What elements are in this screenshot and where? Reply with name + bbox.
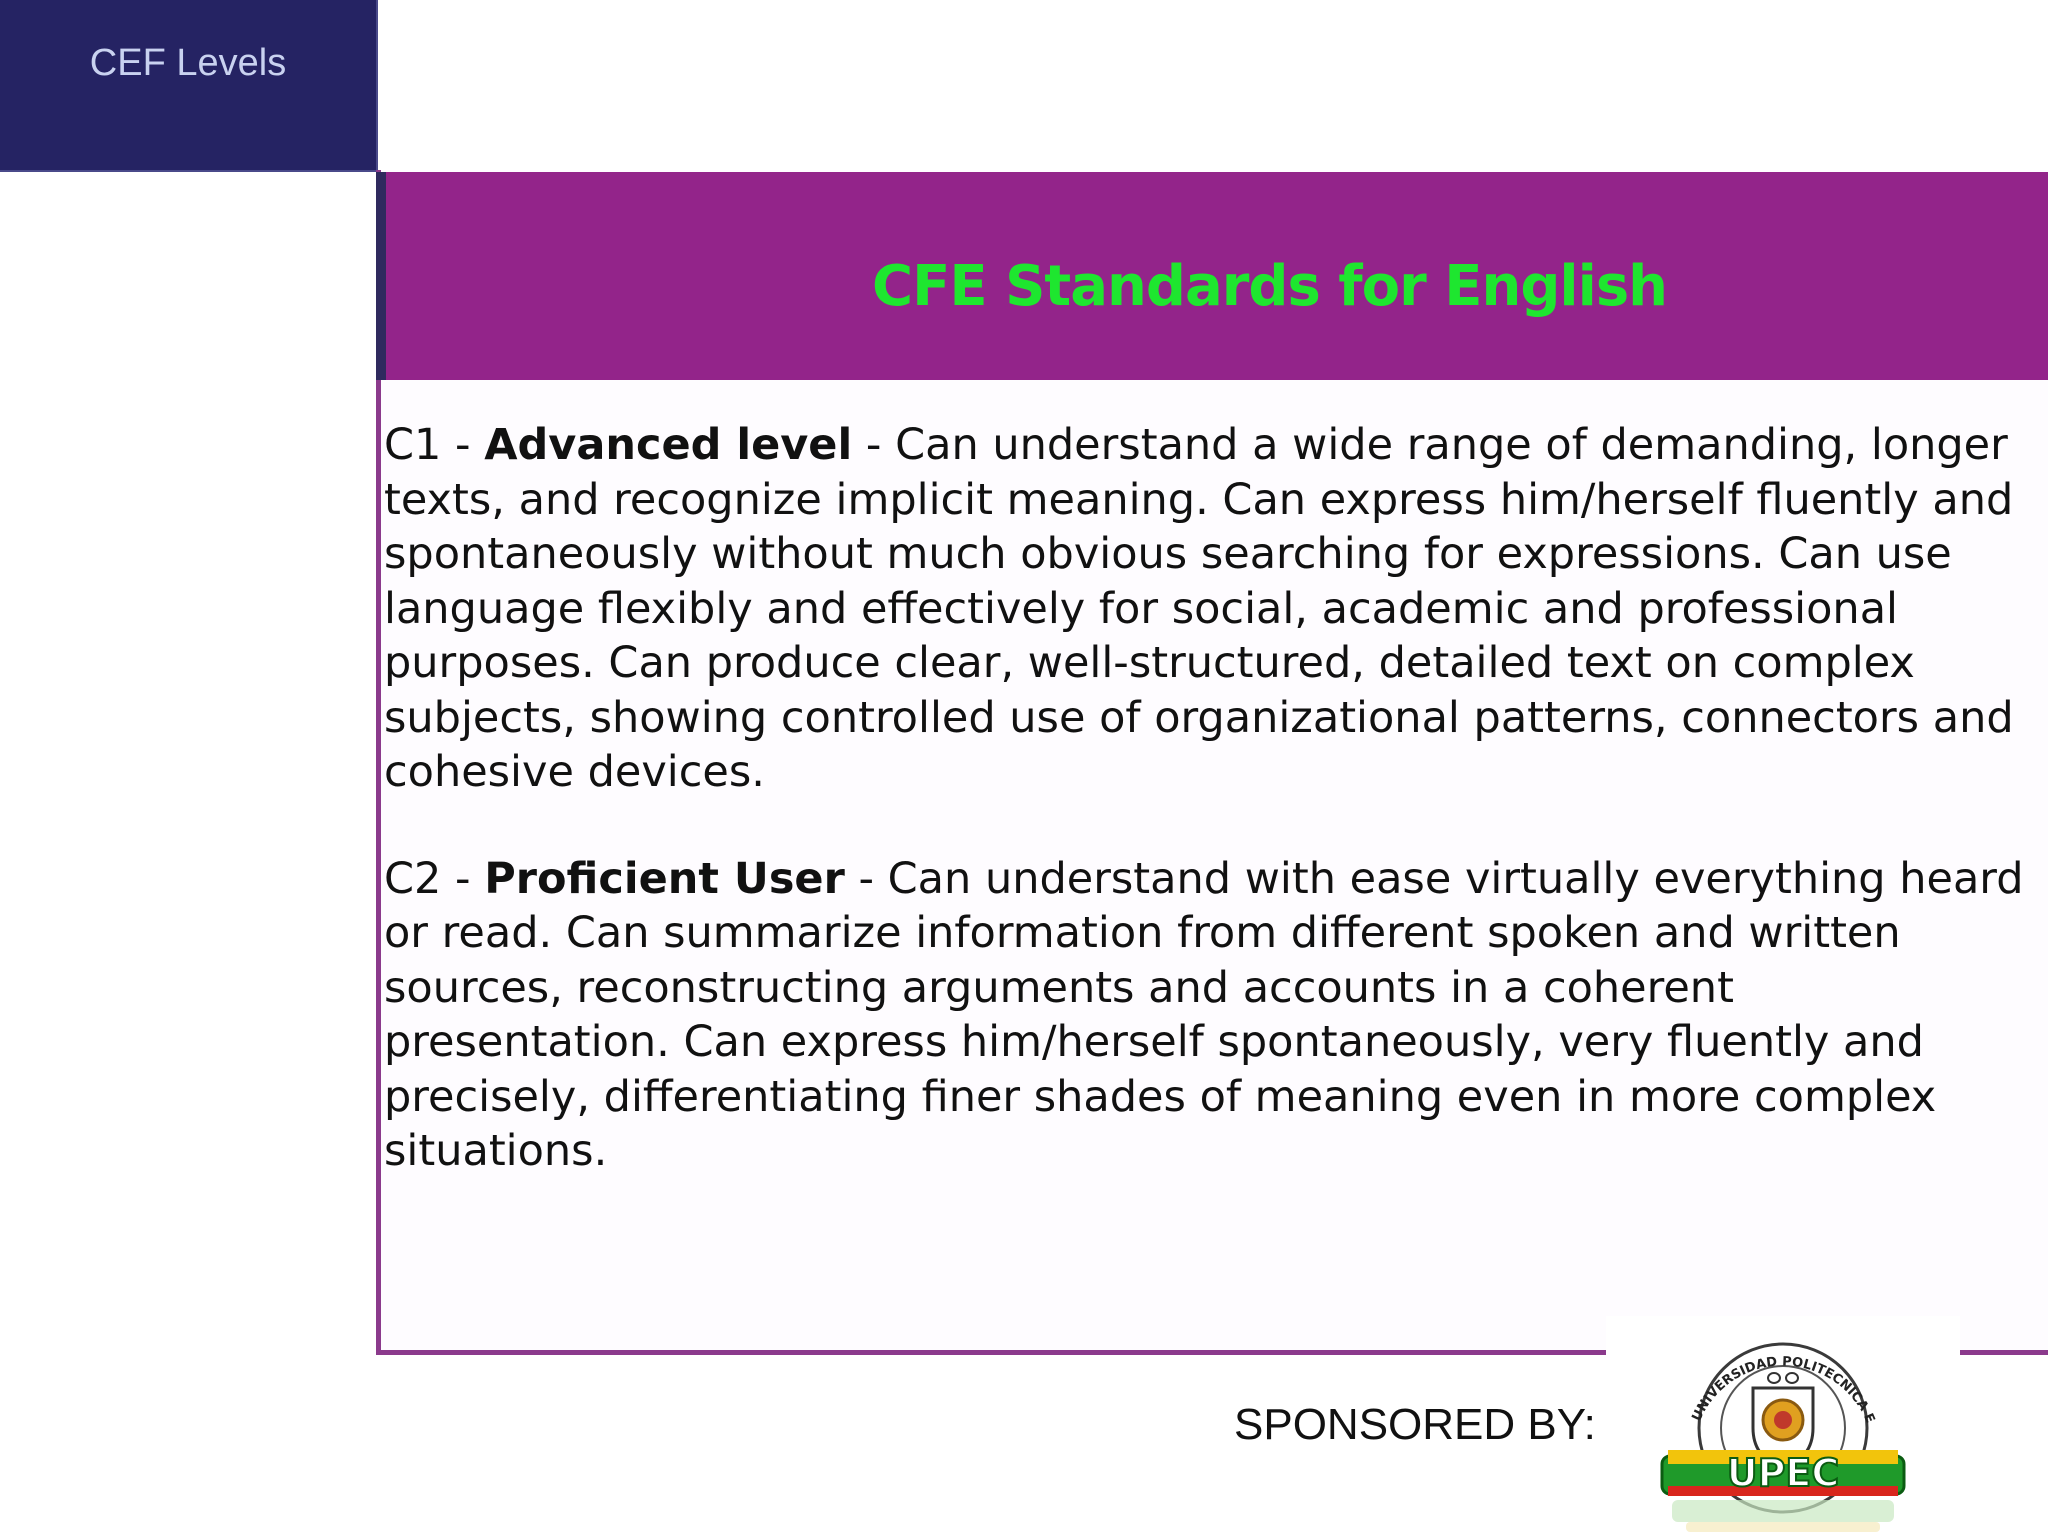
level-c2-paragraph (384, 852, 2024, 1179)
slide-title: CFE Standards for English (872, 254, 1668, 319)
level-description: Can understand a wide range of demanding, longer texts, and recognize implicit meaning. Can express him/herself fluently and spontaneously without much obvious searching for expressions. Can use language flexibly and effectively for social, academic and professional purposes. Can produce clear, well-structured, detailed text on complex subjects, showing controlled use of organizational patterns, connectors and cohesive devices. (384, 420, 2014, 797)
corner-tab-label: CEF Levels (89, 42, 287, 84)
level-name: Advanced level (484, 420, 853, 470)
level-code: C2 (384, 853, 442, 904)
upec-logo (1606, 1316, 1960, 1536)
title-band (376, 172, 2048, 380)
logo-text: UPEC (1726, 1451, 1840, 1495)
level-code: C1 (384, 420, 442, 470)
separator: - (441, 420, 485, 470)
upec-logo-graphic (1606, 1316, 1960, 1536)
corner-tab (0, 0, 378, 172)
separator: - (852, 420, 896, 470)
seal-ring-text: UNIVERSIDAD POLITECNICA E (1689, 1354, 1878, 1426)
separator: - (441, 853, 485, 904)
level-description: Can understand with ease virtually everything heard or read. Can summarize information from different spoken and written sources, reconstructing arguments and accounts in a coherent presentation. Can express him/herself spontaneously, very fluently and precisely, differentiating finer shades of meaning even in more complex situations. (384, 853, 2024, 1176)
level-name: Proficient User (484, 853, 845, 904)
separator: - (844, 853, 888, 904)
sponsored-by-label: SPONSORED BY: (1234, 1400, 1596, 1449)
level-c1-paragraph (384, 418, 2024, 800)
slide-content (384, 418, 2024, 1179)
